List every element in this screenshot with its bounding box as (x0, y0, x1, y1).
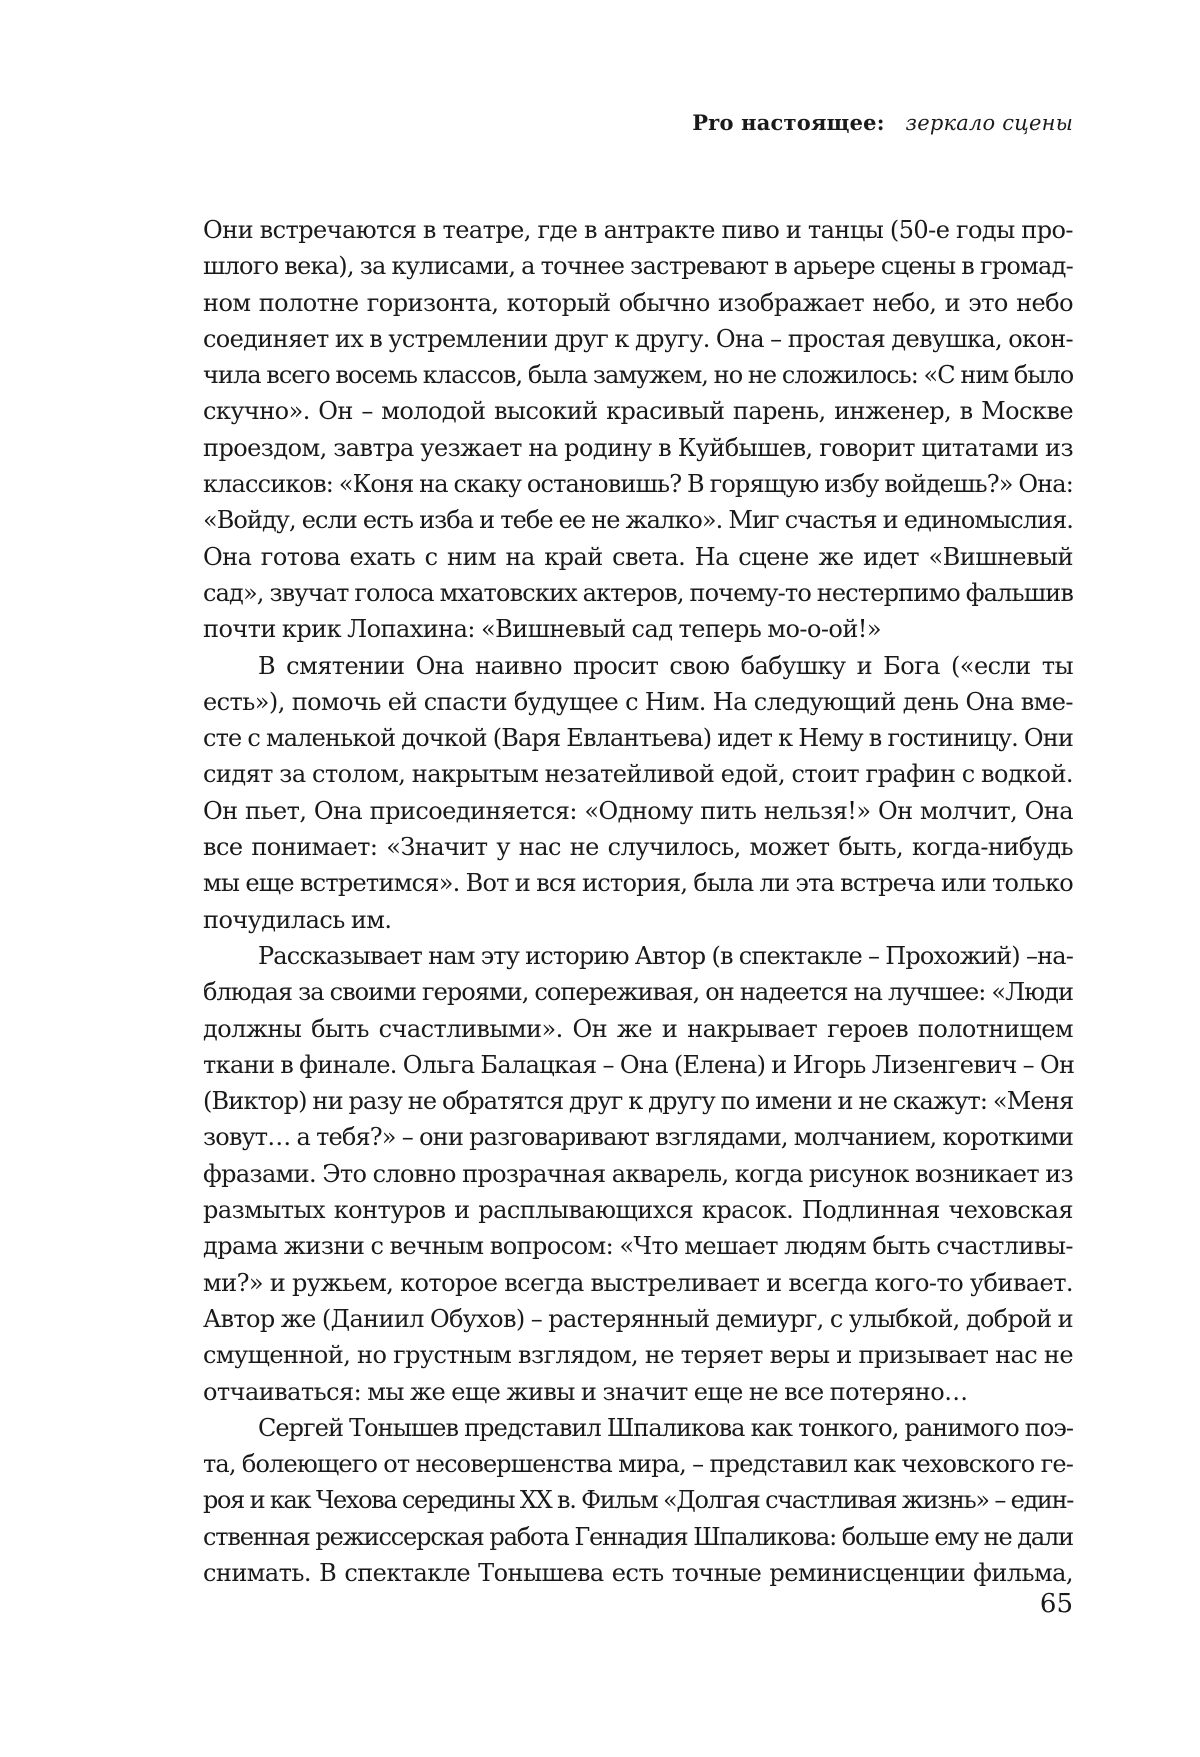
text-line: сидят за столом, накрытым незатейливой едой, стоит графин с водкой. (203, 756, 1073, 792)
text-line: «Войду, если есть изба и тебе ее не жалко». Миг счастья и единомыслия. (203, 502, 1073, 538)
text-line: В смятении Она наивно просит свою бабушку и Бога («если ты (203, 648, 1073, 684)
text-line: ткани в финале. Ольга Балацкая – Она (Елена) и Игорь Лизенгевич – Он (203, 1047, 1073, 1083)
text-line: зовут… а тебя?» – они разговаривают взглядами, молчанием, короткими (203, 1119, 1073, 1155)
running-head-section: Pro настоящее: (692, 110, 884, 135)
text-line: мы еще встретимся». Вот и вся история, была ли эта встреча или только (203, 865, 1073, 901)
text-line: все понимает: «Значит у нас не случилось, может быть, когда-нибудь (203, 829, 1073, 865)
text-line: чила всего восемь классов, была замужем, но не сложилось: «С ним было (203, 357, 1073, 393)
text-line: (Виктор) ни разу не обратятся друг к другу по имени и не скажут: «Меня (203, 1083, 1073, 1119)
text-line: ми?» и ружьем, которое всегда выстреливает и всегда кого-то убивает. (203, 1265, 1073, 1301)
text-line: Он пьет, Она присоединяется: «Одному пить нельзя!» Он молчит, Она (203, 793, 1073, 829)
text-line: Автор же (Даниил Обухов) – растерянный демиург, с улыбкой, доброй и (203, 1301, 1073, 1337)
text-line: ственная режиссерская работа Геннадия Шпаликова: больше ему не дали (203, 1519, 1073, 1555)
page-number: 65 (1040, 1589, 1073, 1619)
body-text (203, 212, 1073, 1591)
text-line: проездом, завтра уезжает на родину в Куйбышев, говорит цитатами из (203, 430, 1073, 466)
text-line: соединяет их в устремлении друг к другу. Она – простая девушка, окон- (203, 321, 1073, 357)
text-line: роя и как Чехова середины XX в. Фильм «Долгая счастливая жизнь» – един- (203, 1482, 1073, 1518)
text-line: блюдая за своими героями, сопереживая, он надеется на лучшее: «Люди (203, 974, 1073, 1010)
text-line: размытых контуров и расплывающихся красок. Подлинная чеховская (203, 1192, 1073, 1228)
text-line: смущенной, но грустным взглядом, не теряет веры и призывает нас не (203, 1337, 1073, 1373)
text-line: почти крик Лопахина: «Вишневый сад теперь мо-о-ой!» (203, 611, 1073, 647)
text-line: есть»), помочь ей спасти будущее с Ним. На следующий день Она вме- (203, 684, 1073, 720)
text-line: Сергей Тонышев представил Шпаликова как тонкого, ранимого поэ- (203, 1410, 1073, 1446)
text-line: Она готова ехать с ним на край света. На сцене же идет «Вишневый (203, 539, 1073, 575)
text-line: снимать. В спектакле Тонышева есть точные реминисценции фильма, (203, 1555, 1073, 1591)
text-line: шлого века), за кулисами, а точнее застревают в арьере сцены в громад- (203, 248, 1073, 284)
text-line: скучно». Он – молодой высокий красивый парень, инженер, в Москве (203, 393, 1073, 429)
text-line: Они встречаются в театре, где в антракте пиво и танцы (50-е годы про- (203, 212, 1073, 248)
text-line: та, болеющего от несовершенства мира, – представил как чеховского ге- (203, 1446, 1073, 1482)
text-line: сте с маленькой дочкой (Варя Евлантьева) идет к Нему в гостиницу. Они (203, 720, 1073, 756)
text-line: почудилась им. (203, 902, 1073, 938)
text-line: отчаиваться: мы же еще живы и значит еще не все потеряно… (203, 1374, 1073, 1410)
text-line: фразами. Это словно прозрачная акварель, когда рисунок возникает из (203, 1156, 1073, 1192)
text-line: драма жизни с вечным вопросом: «Что мешает людям быть счастливы- (203, 1228, 1073, 1264)
text-line: должны быть счастливыми». Он же и накрывает героев полотнищем (203, 1011, 1073, 1047)
text-line: Рассказывает нам эту историю Автор (в спектакле – Прохожий) –на- (203, 938, 1073, 974)
running-head-subtitle: зеркало сцены (906, 111, 1073, 135)
text-line: ном полотне горизонта, который обычно изображает небо, и это небо (203, 285, 1073, 321)
text-line: сад», звучат голоса мхатовских актеров, почему-то нестерпимо фальшив (203, 575, 1073, 611)
text-line: классиков: «Коня на скаку остановишь? В горящую избу войдешь?» Она: (203, 466, 1073, 502)
running-head (692, 110, 1073, 135)
